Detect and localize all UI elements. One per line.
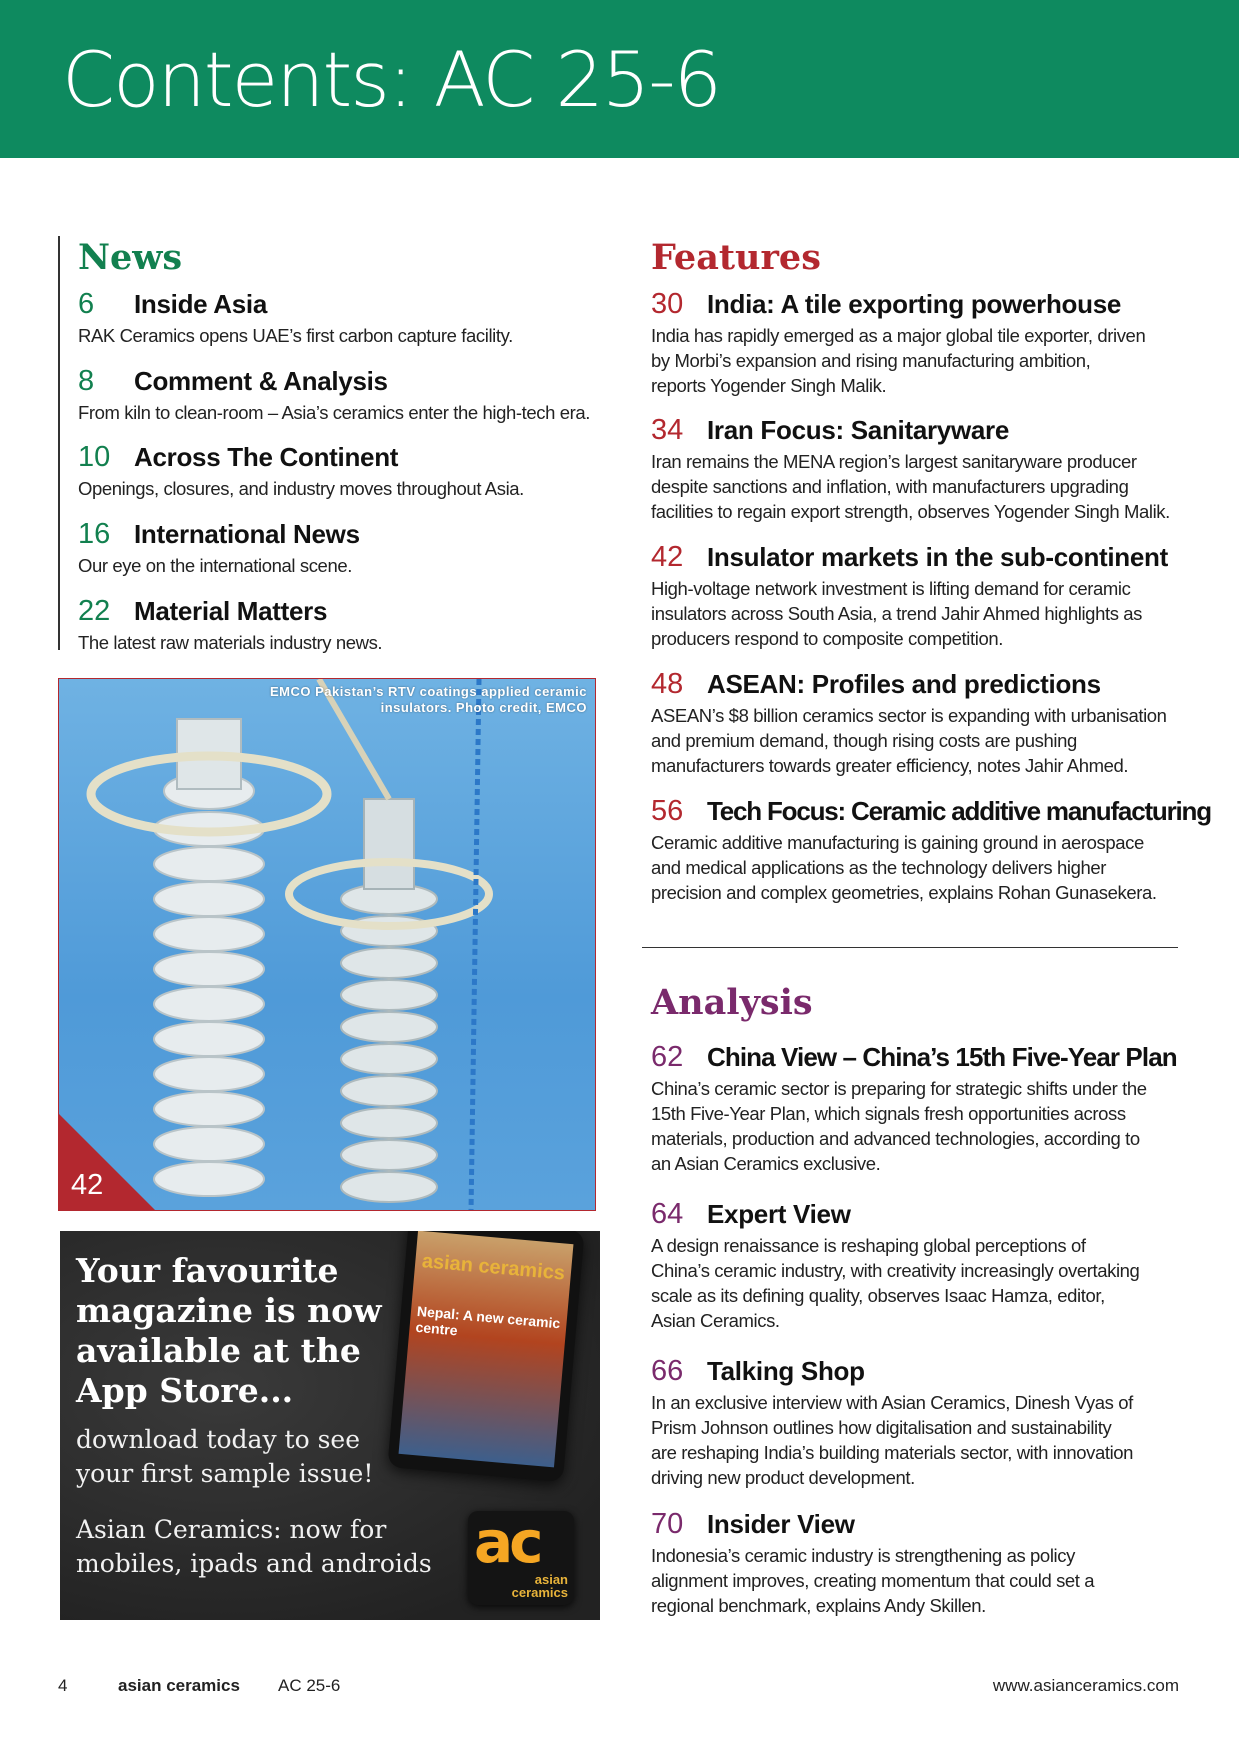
item-description: RAK Ceramics opens UAE’s first carbon capture facility. bbox=[78, 325, 513, 346]
item-description: Ceramic additive manufacturing is gaining ground in aerospace and medical applications as the technology delivers higher precision and complex geometries, explains Rohan Gunasekera. bbox=[651, 832, 1157, 903]
page-number: 8 bbox=[78, 365, 95, 397]
footer-page-number: 4 bbox=[58, 1676, 68, 1695]
analysis-heading: Analysis bbox=[651, 982, 813, 1023]
item-title: Comment & Analysis bbox=[134, 366, 388, 396]
item-title: ASEAN: Profiles and predictions bbox=[707, 669, 1101, 699]
page-number: 64 bbox=[651, 1198, 684, 1230]
item-title: Insider View bbox=[707, 1509, 855, 1539]
feature-item[interactable] bbox=[651, 541, 1168, 651]
item-description: Indonesia’s ceramic industry is strengthening as policy alignment improves, creating momentum that could set a regional benchmark, explains Andy Skillen. bbox=[651, 1545, 1095, 1616]
feature-item[interactable] bbox=[651, 668, 1167, 778]
page-number: 66 bbox=[651, 1355, 684, 1387]
photo-page-number: 42 bbox=[71, 1169, 104, 1201]
photo-caption: EMCO Pakistan’s RTV coatings applied ceramic insulators. Photo credit, EMCO bbox=[269, 684, 587, 715]
item-title: China View – China’s 15th Five-Year Plan bbox=[707, 1042, 1177, 1072]
page-number: 30 bbox=[651, 288, 684, 320]
page-number: 48 bbox=[651, 668, 684, 700]
tablet-image bbox=[387, 1231, 584, 1482]
ad-subtext: download today to see your first sample issue! bbox=[76, 1425, 374, 1488]
feature-item[interactable] bbox=[651, 288, 1145, 398]
item-title: Inside Asia bbox=[134, 289, 268, 319]
item-title: Material Matters bbox=[134, 596, 328, 626]
item-title: International News bbox=[134, 519, 360, 549]
analysis-item[interactable] bbox=[651, 1041, 1177, 1176]
feature-item[interactable] bbox=[651, 795, 1211, 905]
item-title: Across The Continent bbox=[134, 442, 399, 472]
ad-subtext-2: Asian Ceramics: now for mobiles, ipads and androids bbox=[76, 1515, 432, 1578]
section-divider bbox=[642, 947, 1178, 948]
app-store-ad[interactable] bbox=[60, 1231, 600, 1620]
tablet-screen bbox=[399, 1231, 574, 1467]
item-description: Our eye on the international scene. bbox=[78, 555, 352, 576]
page-number: 42 bbox=[651, 541, 684, 573]
item-description: From kiln to clean-room – Asia’s ceramics enter the high-tech era. bbox=[78, 402, 591, 423]
header-banner bbox=[0, 0, 1239, 158]
page-number: 34 bbox=[651, 414, 684, 446]
analysis-item[interactable] bbox=[651, 1198, 1139, 1333]
page-number: 16 bbox=[78, 518, 111, 550]
item-description: China’s ceramic sector is preparing for strategic shifts under the 15th Five-Year Plan, which signals fresh opportunities across materials, production and advanced technologies, according to an Asian Ceramics exclusive. bbox=[651, 1078, 1147, 1174]
item-title: Talking Shop bbox=[707, 1356, 865, 1386]
item-description: A design renaissance is reshaping global perceptions of China’s ceramic industry, with creativity increasingly overtaking scale as its defining quality, observes Isaac Hamza, editor, Asian Ceramics. bbox=[651, 1235, 1140, 1331]
insulator-photo[interactable] bbox=[58, 678, 596, 1211]
news-item[interactable] bbox=[78, 595, 382, 655]
item-description: The latest raw materials industry news. bbox=[78, 632, 383, 653]
item-title: Iran Focus: Sanitaryware bbox=[707, 415, 1010, 445]
page-number: 6 bbox=[78, 288, 95, 320]
page-number: 56 bbox=[651, 795, 684, 827]
page-number: 62 bbox=[651, 1041, 684, 1073]
item-description: ASEAN’s $8 billion ceramics sector is expanding with urbanisation and premium demand, though rising costs are pushing manufacturers towards greater efficiency, notes Jahir Ahmed. bbox=[651, 705, 1167, 776]
page-number: 10 bbox=[78, 441, 111, 473]
page-number: 70 bbox=[651, 1508, 684, 1540]
item-title: Insulator markets in the sub-continent bbox=[707, 542, 1168, 572]
page-title: Contents: AC 25-6 bbox=[62, 35, 720, 124]
page-number: 22 bbox=[78, 595, 111, 627]
ac-logo: ac asian ceramics bbox=[468, 1511, 574, 1605]
analysis-item[interactable] bbox=[651, 1355, 1133, 1490]
analysis-item[interactable] bbox=[651, 1508, 1094, 1618]
news-heading: News bbox=[78, 237, 183, 278]
item-description: In an exclusive interview with Asian Ceramics, Dinesh Vyas of Prism Johnson outlines how digitalisation and sustainability are reshaping India’s building materials sector, with innovation driving new product development. bbox=[651, 1392, 1134, 1488]
news-item[interactable] bbox=[78, 288, 513, 348]
news-item[interactable] bbox=[78, 365, 590, 425]
footer-website[interactable]: www.asianceramics.com bbox=[992, 1676, 1179, 1695]
tablet-cover-line: Nepal: A new ceramic centre bbox=[414, 1302, 561, 1339]
item-title: India: A tile exporting powerhouse bbox=[707, 289, 1122, 319]
news-item[interactable] bbox=[78, 518, 360, 578]
item-description: Openings, closures, and industry moves throughout Asia. bbox=[78, 478, 524, 499]
item-title: Expert View bbox=[707, 1199, 851, 1229]
item-description: India has rapidly emerged as a major global tile exporter, driven by Morbi’s expansion and rising manufacturing ambition, reports Yogender Singh Malik. bbox=[651, 325, 1146, 396]
tablet-brand: asian ceramics bbox=[421, 1250, 566, 1285]
footer-magazine: asian ceramics bbox=[118, 1676, 240, 1695]
features-heading: Features bbox=[651, 237, 821, 278]
ad-headline: Your favourite magazine is now available at the App Store... bbox=[76, 1251, 382, 1410]
news-item[interactable] bbox=[78, 441, 524, 501]
feature-item[interactable] bbox=[651, 414, 1170, 524]
footer-issue: AC 25-6 bbox=[278, 1676, 341, 1695]
item-description: High-voltage network investment is lifting demand for ceramic insulators across South Asia, a trend Jahir Ahmed highlights as producers respond to composite competition. bbox=[651, 578, 1143, 649]
item-description: Iran remains the MENA region’s largest sanitaryware producer despite sanctions and inflation, with manufacturers upgrading facilities to regain export strength, observes Yogender Singh Malik. bbox=[651, 451, 1170, 522]
item-title: Tech Focus: Ceramic additive manufacturing bbox=[707, 796, 1211, 826]
news-rule bbox=[58, 236, 60, 650]
